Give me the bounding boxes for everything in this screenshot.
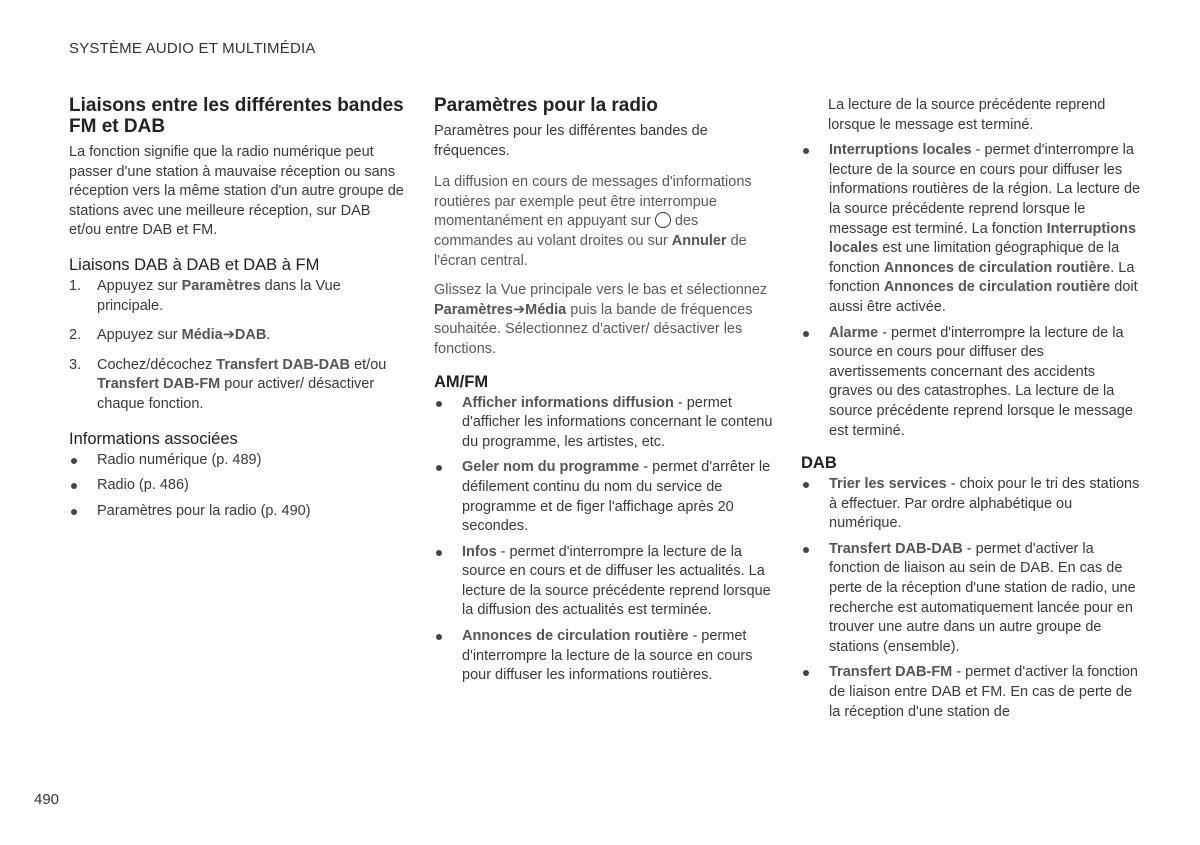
intro-paragraph: La fonction signifie que la radio numérique peut passer d'une station à mauvaise réception ou sans réception vers la même station d'un autre groupe de stations avec une meilleure réception, sur DAB et/ou entre DAB et FM. [69,144,404,239]
step-text: Appuyez sur [97,277,182,294]
step-number: 3. [69,356,82,373]
subheading-am-fm: AM/FM [434,372,489,391]
subheading-dab: DAB [801,454,837,473]
page-number: 490 [34,791,60,808]
step-keyword: Média [181,327,223,344]
bullet-icon [71,483,77,489]
steering-wheel-button-icon [655,212,671,228]
option-item: Transfert DAB-DAB - permet d'activer la fonction de liaison au sein de DAB. En cas de perte de la réception d'une station de radio, une recherche est automatiquement lancée pour en trouver une autre dans un autre groupe de stations (ensemble). [801,540,1141,658]
cancel-keyword: Annuler [671,232,727,249]
instruction-paragraph: Glissez la Vue principale vers le bas et sélectionnez Paramètres➔Média puis la bande de fréquences souhaitée. Sélectionnez d'activer/ désactiver les fonctions. [434,282,768,357]
step-keyword: Transfert DAB-FM [97,376,221,393]
step-text: dans la Vue principale. [97,277,341,314]
option-item: Interruptions locales - permet d'interrompre la lecture de la source en cours pour diffuser les informations routières de la région. La lecture de la source précédente reprend lorsque le message est terminé. La fonction Interruptions locales est une limitation géographique de la fonction Annonces de circulation routière. La fonction Annonces de circulation routière doit aussi être activée. [801,141,1141,317]
step-keyword: DAB [234,327,267,344]
related-link[interactable]: Paramètres pour la radio (p. 490) [69,502,404,522]
step-text: et/ou [350,356,387,373]
bullet-icon [803,331,809,337]
step-1 [69,277,404,316]
section-title-liaisons: Liaisons entre les différentes bandes FM et DAB [69,95,404,137]
settings-keyword: Paramètres [434,301,513,318]
steps-list [69,277,404,415]
arrow-icon: ➔ [222,327,235,344]
bullet-icon [436,465,442,471]
info-paragraph: La diffusion en cours de messages d'informations routières par exemple peut être interrompue momentanément en appuyant sur des commandes au volant droites ou sur Annuler de l'écran central. [434,174,752,269]
step-keyword: Paramètres [181,277,261,294]
am-fm-options-list [434,394,774,686]
traffic-options-list [801,141,1141,441]
step-text: Cochez/décochez [97,356,217,373]
option-item: Annonces de circulation routière - permet d'interrompre la lecture de la source en cours pour diffuser les informations routières. [434,627,774,686]
option-item: Transfert DAB-FM - permet d'activer la fonction de liaison entre DAB et FM. En cas de perte de la réception d'une station de [801,663,1141,722]
related-link[interactable]: Radio numérique (p. 489) [69,451,404,471]
section-title-radio-settings: Paramètres pour la radio [434,95,658,116]
bullet-icon [71,509,77,515]
column-left [69,95,404,521]
step-text: . [266,327,271,344]
continued-text: La lecture de la source précédente reprend lorsque le message est terminé. [828,97,1106,133]
intro-paragraph: Paramètres pour les différentes bandes de fréquences. [434,123,708,159]
step-number: 1. [69,277,82,294]
step-2 [69,326,404,346]
subheading-related: Informations associées [69,429,238,448]
option-item: Geler nom du programme - permet d'arrêter le défilement continu du nom du service de programme et de figer l'affichage après 20 secondes. [434,458,774,536]
option-item: Afficher informations diffusion - permet d'afficher les informations concernant le contenu du programme, les artistes, etc. [434,394,774,453]
step-text: Appuyez sur [97,327,182,344]
option-item: Alarme - permet d'interrompre la lecture de la source en cours pour diffuser des avertissements concernant des accidents graves ou des catastrophes. La lecture de la source précédente reprend lorsque le message est terminé. [801,324,1141,442]
bullet-icon [803,482,809,488]
arrow-icon: ➔ [513,301,526,318]
media-keyword: Média [525,301,567,318]
bullet-icon [803,670,809,676]
step-3 [69,356,404,415]
step-keyword: Transfert DAB-DAB [216,356,351,373]
bullet-icon [71,458,77,464]
bullet-icon [436,634,442,640]
bullet-icon [803,148,809,154]
column-middle [434,95,774,686]
bullet-icon [436,550,442,556]
running-header: SYSTÈME AUDIO ET MULTIMÉDIA [69,40,316,57]
column-right [801,96,1141,722]
option-item: Infos - permet d'interrompre la lecture de la source en cours et de diffuser les actualités. La lecture de la source précédente reprend lorsque la diffusion des actualités est terminée. [434,543,774,621]
dab-options-list [801,475,1141,722]
step-number: 2. [69,327,82,344]
option-item: Trier les services - choix pour le tri des stations à effectuer. Par ordre alphabétique ou numérique. [801,475,1141,534]
bullet-icon [436,401,442,407]
related-links-list [69,451,404,522]
related-link[interactable]: Radio (p. 486) [69,476,404,496]
bullet-icon [803,547,809,553]
step-text: pour activer/ désactiver chaque fonction. [97,376,375,412]
subheading-liaisons-dab: Liaisons DAB à DAB et DAB à FM [69,255,320,274]
